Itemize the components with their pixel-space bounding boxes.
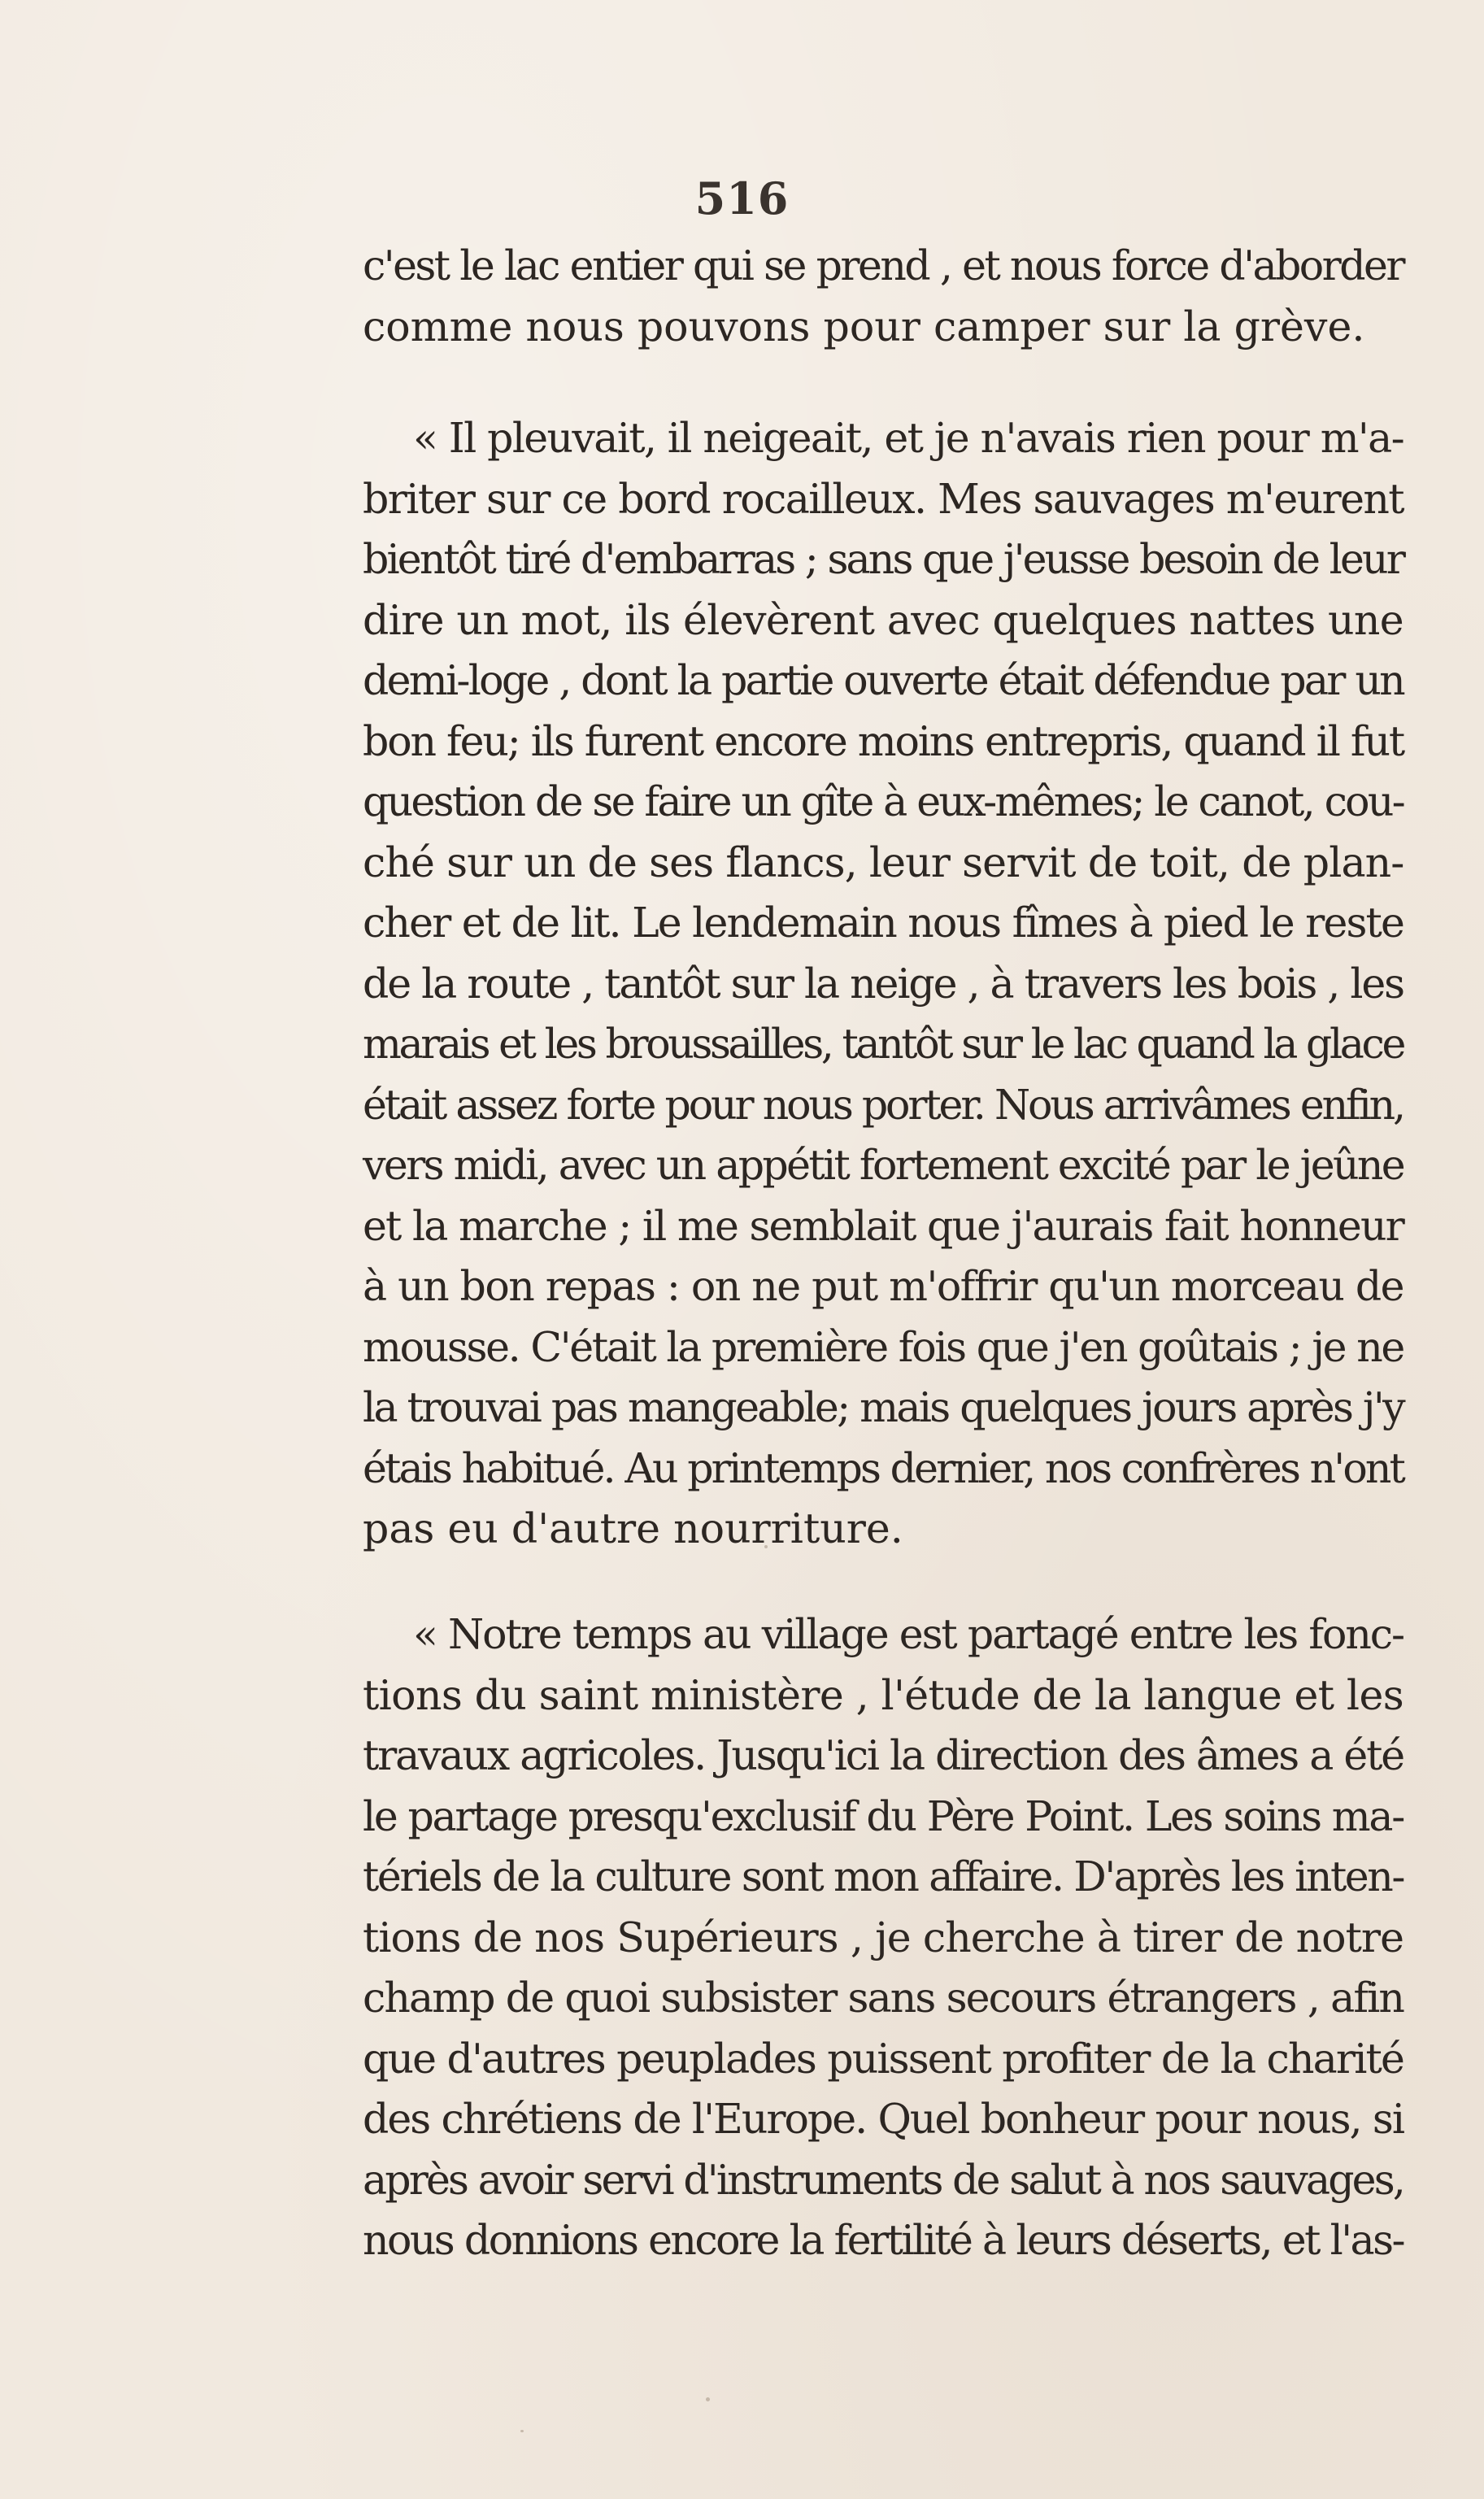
text-line: à un bon repas : on ne put m'offrir qu'un morceau de — [363, 1262, 1403, 1310]
text-line: de la route , tantôt sur la neige , à travers les bois , les — [363, 959, 1403, 1008]
text-line: demi-loge , dont la partie ouverte était défendue par un — [363, 656, 1403, 704]
text-line: étais habitué. Au printemps dernier, nos confrères n'ont — [363, 1443, 1403, 1492]
text-line: c'est le lac entier qui se prend , et nous force d'aborder — [363, 242, 1403, 290]
text-line: après avoir servi d'instruments de salut à nos sauvages, — [363, 2155, 1403, 2204]
text-line: dire un mot, ils élevèrent avec quelques nattes une — [363, 595, 1403, 644]
text-line: la trouvai pas mangeable; mais quelques jours après j'y — [363, 1383, 1403, 1431]
text-line: nous donnions encore la fertilité à leurs déserts, et l'as- — [363, 2216, 1403, 2264]
paragraph-continuation — [363, 236, 1403, 357]
text-line: travaux agricoles. Jusqu'ici la direction des âmes a été — [363, 1731, 1403, 1779]
text-line: tions du saint ministère , l'étude de la langue et les — [363, 1670, 1403, 1719]
paper-speck — [764, 1545, 768, 1548]
page-number: 516 — [694, 172, 790, 224]
text-line: mousse. C'était la première fois que j'en goûtais ; je ne — [363, 1322, 1403, 1371]
text-line: briter sur ce bord rocailleux. Mes sauvages m'eurent — [363, 474, 1403, 523]
text-line: cher et de lit. Le lendemain nous fîmes à pied le reste — [363, 899, 1403, 947]
text-line: le partage presqu'exclusif du Père Point. Les soins ma- — [363, 1792, 1403, 1840]
text-line: que d'autres peuplades puissent profiter de la charité — [363, 2034, 1403, 2083]
text-line: question de se faire un gîte à eux-mêmes; le canot, cou- — [363, 777, 1403, 825]
text-line: tériels de la culture sont mon affaire. D'après les inten- — [363, 1852, 1403, 1900]
text-line: bientôt tiré d'embarras ; sans que j'eusse besoin de leur — [363, 535, 1403, 583]
paper-speck — [706, 2397, 710, 2401]
text-line: pas eu d'autre nourriture. — [363, 1504, 903, 1552]
text-line: des chrétiens de l'Europe. Quel bonheur pour nous, si — [363, 2095, 1403, 2143]
text-line: et la marche ; il me semblait que j'aurais fait honneur — [363, 1201, 1403, 1250]
paper-speck — [520, 2430, 524, 2432]
text-line: était assez forte pour nous porter. Nous arrivâmes enfin, — [363, 1080, 1403, 1129]
text-line: vers midi, avec un appétit fortement excité par le jeûne — [363, 1141, 1403, 1189]
text-line: ché sur un de ses flancs, leur servit de toit, de plan- — [363, 838, 1404, 886]
text-line: « Notre temps au village est partagé entre les fonc- — [413, 1610, 1403, 1658]
text-line: marais et les broussailles, tantôt sur le lac quand la glace — [363, 1020, 1403, 1068]
text-line: tions de nos Supérieurs , je cherche à tirer de notre — [363, 1913, 1403, 1961]
text-line: bon feu; ils furent encore moins entrepris, quand il fut — [363, 716, 1403, 765]
paragraph-shelter — [363, 408, 1403, 1560]
text-line: champ de quoi subsister sans secours étrangers , afin — [363, 1974, 1403, 2022]
text-line: comme nous pouvons pour camper sur la grève. — [363, 302, 1365, 350]
paragraph-village — [363, 1604, 1403, 2271]
text-line: « Il pleuvait, il neigeait, et je n'avais rien pour m'a- — [413, 414, 1403, 462]
